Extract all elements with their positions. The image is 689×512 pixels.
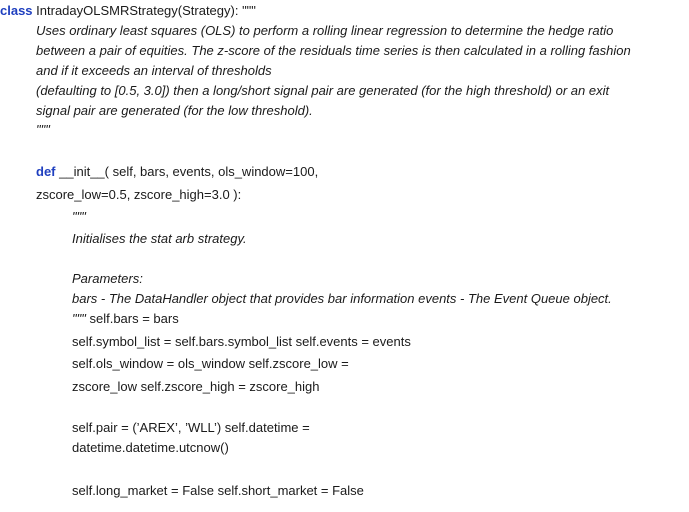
class-keyword: class	[0, 3, 33, 18]
class-signature: IntradayOLSMRStrategy(Strategy): """	[32, 3, 256, 18]
params-heading: Parameters:	[72, 271, 143, 286]
init-docstring-summary: Initialises the stat arb strategy.	[72, 231, 247, 246]
def-keyword: def	[36, 164, 56, 179]
code-line: self.bars = bars	[85, 311, 179, 326]
init-docstring-open: """	[72, 209, 86, 224]
class-docstring-line: and if it exceeds an interval of thresholds	[36, 63, 272, 78]
def-signature: __init__( self, bars, events, ols_window=100,	[55, 164, 319, 179]
class-docstring-line: between a pair of equities. The z-score of the residuals time series is then calculated in a rolling fashion	[36, 43, 631, 58]
class-docstring-line: (defaulting to [0.5, 3.0]) then a long/short signal pair are generated (for the high threshold) or an exit	[36, 83, 610, 98]
class-docstring-close: """	[36, 122, 50, 137]
code-line: self.symbol_list = self.bars.symbol_list self.events = events	[72, 334, 411, 349]
class-docstring-line: Uses ordinary least squares (OLS) to perform a rolling linear regression to determine the hedge ratio	[36, 23, 614, 38]
code-line: self.ols_window = ols_window self.zscore_low =	[72, 356, 349, 371]
def-signature-continuation: zscore_low=0.5, zscore_high=3.0 ):	[36, 187, 242, 202]
class-declaration	[0, 3, 256, 19]
def-declaration	[36, 164, 318, 180]
params-close-and-body	[72, 311, 179, 327]
code-line: zscore_low self.zscore_high = zscore_high	[72, 379, 320, 394]
code-line: datetime.datetime.utcnow()	[72, 440, 229, 455]
params-close: """	[72, 311, 86, 326]
params-line: bars - The DataHandler object that provides bar information events - The Event Queue object.	[72, 291, 612, 306]
class-docstring-line: signal pair are generated (for the low threshold).	[36, 103, 313, 118]
code-line: self.long_market = False self.short_market = False	[72, 483, 364, 498]
code-line: self.pair = (’AREX’, ’WLL’) self.datetime =	[72, 420, 310, 435]
